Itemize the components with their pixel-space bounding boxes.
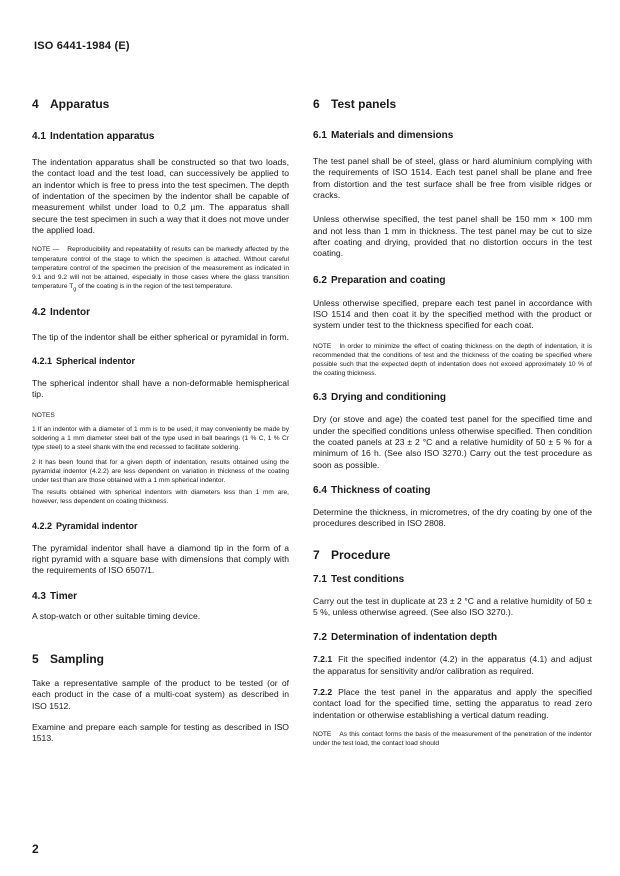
heading-section-4-2-1: 4.2.1 Spherical indentor [32, 356, 136, 367]
right-column [313, 97, 592, 748]
heading-section-4-2-2: 4.2.2 Pyramidal indentor [32, 520, 138, 531]
paragraph-4-1: The indentation apparatus shall be constructed so that two loads, the contact load and the test load, can successively be applied to an indentor which is free to press into the test specimen. The depth of indentation of the specimen by the indentor shall be capable of measurement whilst under load to 0,2 µm. The apparatus shall secure the test specimen in such a way that it does not move under the applied load. [32, 157, 289, 236]
heading-section-4-2: 4.2 Indentor [32, 306, 90, 318]
document-id: ISO 6441-1984 (E) [34, 40, 130, 52]
paragraph-7-2-2: 7.2.2 Place the test panel in the apparatus and apply the specified contact load for the specified time, setting the apparatus to read zero indentation or otherwise establishing a vertical datum reading. [313, 686, 592, 720]
paragraph-5-b: Examine and prepare each sample for testing as described in ISO 1513. [32, 721, 289, 744]
note-3: The results obtained with spherical indentors with diameters less than 1 mm are, however, less dependent on coating thickness. [32, 489, 289, 506]
heading-section-6-1: 6.1 Materials and dimensions [313, 130, 454, 141]
heading-section-6-3: 6.3 Drying and conditioning [313, 392, 446, 404]
paragraph-4-2-1: The spherical indentor shall have a non-deformable hemispherical tip. [32, 378, 289, 400]
heading-section-4-3: 4.3 Timer [32, 590, 78, 602]
heading-section-7: 7 Procedure [313, 547, 391, 562]
note-7-2: NOTE As this contact forms the basis of the measurement of the penetration of the indentor under the test load, the contact load should [313, 730, 592, 748]
left-column [32, 97, 289, 745]
paragraph-7-1: Carry out the test in duplicate at 23 ± 2 °C and a relative humidity of 50 ± 5 %, unless otherwise agreed. (See also ISO 3270.). [313, 595, 592, 617]
note-4-1: NOTE — Reproducibility and repeatability of results can be markedly affected by the temperature control of the stage to which the specimen is attached. Without careful temperature control of the specimen the precision of the measurement as indicated in 9.1 and 9.2 will not be attained, especially in those cases where the glass transition temperature $T_g$ of the coating is in the region of the test temperature. [32, 246, 289, 293]
paragraph-7-2-1: 7.2.1 Fit the specified indentor (4.2) in the apparatus (4.1) and adjust the apparatus for sensitivity and/or calibration as required. [313, 654, 592, 676]
notes-label: NOTES [32, 411, 55, 419]
paragraph-6-2: Unless otherwise specified, prepare each test panel in accordance with ISO 1514 and then coat it by the specified method with the product or system under test to the thickness specified for each coat. [313, 297, 592, 331]
heading-section-7-2: 7.2 Determination of indentation depth [313, 632, 498, 644]
heading-section-6-4: 6.4 Thickness of coating [313, 484, 431, 496]
heading-section-5: 5 Sampling [32, 651, 105, 666]
heading-section-4: 4 Apparatus [32, 97, 110, 111]
page-number: 2 [32, 842, 39, 856]
paragraph-6-3: Dry (or stove and age) the coated test panel for the specified time and under the specified conditions unless otherwise specified. Then condition the coated panels at 23 ± 2 °C and a relative humidity of 50 ± 5 % for a minimum of 16 h. (See also ISO 3270.) Carry out the test procedure as soon as possible. [313, 414, 592, 470]
note-6-2: NOTE In order to minimize the effect of coating thickness on the depth of indentation, it is recommended that the conditions of test and the thickness of the coating be specified where possible such that the expected depth of indentation does not exceed approximately 10 % of the coating thickness. [313, 342, 592, 378]
paragraph-6-1-b: Unless otherwise specified, the test panel shall be 150 mm × 100 mm and not less than 1 mm in thickness. The test panel may be cut to size after coating and drying, provided that no distortion occurs in the test coating. [313, 214, 592, 259]
heading-section-6-2: 6.2 Preparation and coating [313, 274, 446, 286]
heading-section-6: 6 Test panels [313, 97, 397, 111]
heading-section-7-1: 7.1 Test conditions [313, 573, 405, 585]
paragraph-6-4: Determine the thickness, in micrometres, of the dry coating by one of the procedures described in ISO 2808. [313, 506, 592, 529]
heading-section-4-1: 4.1 Indentation apparatus [32, 131, 155, 142]
paragraph-6-1-a: The test panel shall be of steel, glass or hard aluminium complying with the requirements of ISO 1514. Each test panel shall be plane and free from distortion and the test surface shall be free from visible ridges or cracks. [313, 156, 592, 201]
note-1: 1 If an indentor with a diameter of 1 mm is to be used, it may conveniently be made by soldering a 1 mm diameter steel ball of the type used in ball bearings (1 % C, 1 % Cr type steel) to a steel shank with the end recessed to facilitate soldering. [32, 425, 289, 451]
paragraph-4-2-2: The pyramidal indentor shall have a diamond tip in the form of a right pyramid with a square base with dimensions that comply with the requirements of ISO 6507/1. [32, 542, 289, 576]
paragraph-5-a: Take a representative sample of the product to be tested (or of each product in the case of a multi-coat system) as described in ISO 1512. [32, 677, 289, 711]
paragraph-4-3: A stop-watch or other suitable timing device. [32, 610, 201, 621]
paragraph-4-2: The tip of the indentor shall be either spherical or pyramidal in form. [32, 331, 289, 342]
note-2: 2 It has been found that for a given depth of indentation, results obtained using the pyramidal indentor (4.2.2) are less dependent on variation in thickness of the coating under test than are those obtained with a 1 mm spherical indentor. [32, 459, 289, 485]
